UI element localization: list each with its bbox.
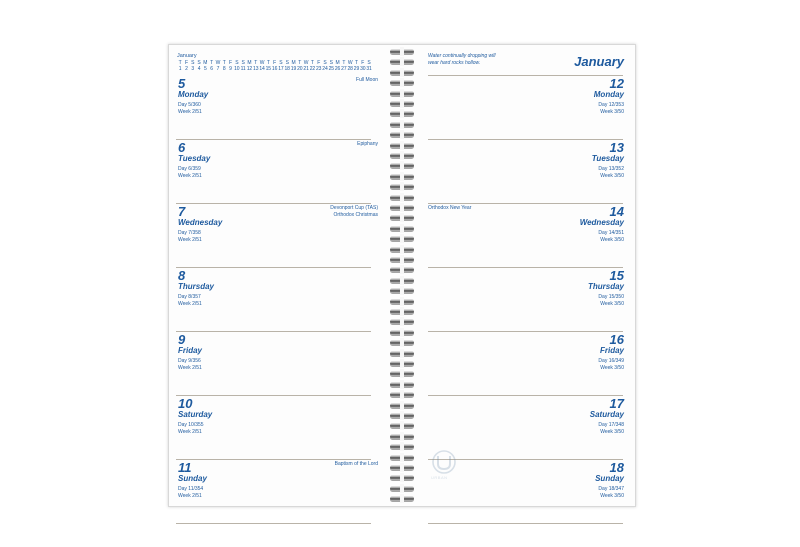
spiral-coil [390, 423, 414, 428]
day-info [598, 358, 624, 372]
spiral-coil [390, 236, 414, 241]
mini-calendar-date: 9 [229, 66, 232, 72]
spiral-coil [390, 70, 414, 75]
week-of-year: Week 3/50 [600, 365, 624, 371]
mini-calendar-weekday: F [317, 60, 321, 66]
quote [428, 53, 528, 66]
mini-calendar-date: 20 [297, 66, 303, 72]
mini-calendar-weekday: S [285, 60, 289, 66]
week-of-year: Week 2/51 [178, 365, 202, 371]
day-number: 17 [609, 396, 624, 411]
spiral-coil [390, 163, 414, 168]
mini-calendar-date: 2 [185, 66, 188, 72]
mini-calendar-weekday: T [298, 60, 302, 66]
mini-calendar-date: 28 [347, 66, 353, 72]
mini-calendar-date: 3 [191, 66, 195, 72]
mini-calendar-date: 29 [353, 66, 360, 72]
day-events [330, 205, 378, 218]
spiral-binding [390, 45, 414, 506]
day-of-year: Day 15/350 [598, 294, 624, 300]
day-block [169, 267, 391, 331]
mini-calendar-weekday: T [222, 60, 226, 66]
day-info [598, 102, 624, 116]
day-of-year: Day 6/359 [178, 166, 201, 172]
day-info [598, 486, 624, 500]
day-number: 14 [609, 204, 624, 219]
day-name: Friday [599, 346, 624, 355]
mini-calendar-date: 10 [234, 66, 240, 72]
mini-calendar-date: 27 [341, 66, 347, 72]
day-block [169, 75, 391, 139]
mini-calendar-weekday: W [347, 60, 353, 66]
day-name: Friday [178, 346, 203, 355]
day-name: Saturday [589, 410, 624, 419]
day-rule [428, 523, 623, 524]
spiral-coil [390, 319, 414, 324]
week-of-year: Week 2/51 [178, 301, 202, 307]
day-info [178, 486, 203, 500]
week-of-year: Week 3/50 [600, 301, 624, 307]
day-rule [176, 523, 371, 524]
spiral-coil [390, 205, 414, 210]
mini-calendar-weekday: S [197, 60, 201, 66]
mini-calendar-date: 23 [315, 66, 322, 72]
mini-calendar-weekday: S [279, 60, 283, 66]
spiral-coil [390, 475, 414, 480]
spiral-coil [390, 111, 414, 116]
mini-calendar-weekday: T [342, 60, 346, 66]
mini-calendar-weekday: S [241, 60, 245, 66]
spiral-coil [390, 496, 414, 501]
mini-calendar-date: 24 [322, 66, 328, 72]
mini-calendar-weekday: T [254, 60, 258, 66]
day-number: 15 [609, 268, 624, 283]
day-block [413, 267, 635, 331]
day-name: Sunday [595, 474, 624, 483]
day-of-year: Day 14/351 [598, 230, 624, 236]
day-number: 18 [609, 460, 624, 475]
spiral-coil [390, 340, 414, 345]
week-of-year: Week 3/50 [600, 429, 624, 435]
logo-text: URBAN [431, 475, 448, 480]
event-label: Full Moon [356, 77, 378, 83]
mini-calendar-weekday: W [215, 60, 221, 66]
month-title: January [574, 54, 624, 69]
day-number: 11 [178, 460, 192, 475]
mini-calendar-date: 17 [278, 66, 284, 72]
day-events [357, 141, 378, 148]
event-label: Baptism of the Lord [334, 461, 378, 467]
spiral-coil [390, 392, 414, 397]
mini-calendar-weekday: T [210, 60, 214, 66]
day-of-year: Day 10/355 [178, 422, 204, 428]
spiral-coil [390, 184, 414, 189]
event-label: Orthodox Christmas [333, 211, 378, 218]
mini-calendar-date: 7 [216, 66, 220, 72]
day-name: Tuesday [178, 154, 211, 163]
mini-calendar-weekday: S [191, 60, 195, 66]
spiral-coil [390, 288, 414, 293]
day-info [598, 294, 624, 308]
quote-line-1: Water continually dropping will [428, 53, 496, 59]
spiral-coil [390, 382, 414, 387]
mini-calendar-date: 5 [203, 66, 207, 72]
week-of-year: Week 2/51 [178, 173, 202, 179]
mini-calendar-date: 30 [360, 66, 366, 72]
spiral-coil [390, 371, 414, 376]
brand-logo-icon [427, 449, 461, 483]
day-of-year: Day 5/360 [178, 102, 201, 108]
mini-calendar-date: 1 [178, 66, 182, 72]
mini-calendar-date: 4 [197, 66, 201, 72]
day-name: Thursday [178, 282, 215, 291]
day-number: 16 [609, 332, 624, 347]
mini-calendar-date: 18 [284, 66, 290, 72]
mini-calendar-date: 21 [303, 66, 309, 72]
mini-calendar [177, 53, 377, 72]
mini-calendar-date: 19 [290, 66, 297, 72]
day-info [178, 294, 202, 308]
mini-calendar-weekday: T [266, 60, 270, 66]
day-name: Tuesday [591, 154, 624, 163]
day-of-year: Day 17/348 [598, 422, 624, 428]
day-block [169, 331, 391, 395]
mini-calendar-weekday: S [235, 60, 239, 66]
day-of-year: Day 11/354 [178, 486, 204, 492]
day-number: 12 [609, 76, 624, 91]
mini-calendar-date: 16 [271, 66, 278, 72]
day-of-year: Day 12/353 [598, 102, 624, 108]
day-name: Sunday [178, 474, 207, 483]
week-of-year: Week 2/51 [178, 429, 202, 435]
spiral-coil [390, 455, 414, 460]
left-page [169, 45, 391, 506]
mini-calendar-weekday: S [367, 60, 371, 66]
day-name: Wednesday [579, 218, 624, 227]
mini-calendar-weekday: T [310, 60, 314, 66]
day-number: 9 [178, 332, 186, 347]
day-info [598, 230, 624, 244]
day-info [598, 166, 624, 180]
mini-calendar-date: 31 [366, 66, 372, 72]
day-name: Saturday [178, 410, 213, 419]
mini-calendar-date: 13 [253, 66, 259, 72]
event-label: Orthodox New Year [428, 205, 472, 211]
mini-calendar-date: 26 [334, 66, 341, 72]
day-number: 10 [178, 396, 193, 411]
day-of-year: Day 13/352 [598, 166, 624, 172]
mini-calendar-weekday: S [323, 60, 327, 66]
day-name: Wednesday [178, 218, 223, 227]
day-block [413, 75, 635, 139]
week-of-year: Week 3/50 [600, 109, 624, 115]
mini-calendar-weekday: S [329, 60, 333, 66]
mini-calendar-weekday: W [303, 60, 309, 66]
mini-calendar-dates [177, 66, 377, 72]
spiral-coil [390, 361, 414, 366]
day-block [413, 139, 635, 203]
right-page [413, 45, 635, 506]
day-block [169, 203, 391, 267]
day-of-year: Day 8/357 [178, 294, 201, 300]
day-info [598, 422, 624, 436]
spiral-coil [390, 267, 414, 272]
mini-calendar-weekday: F [229, 60, 232, 66]
day-number: 6 [178, 140, 186, 155]
week-of-year: Week 2/51 [178, 493, 202, 499]
spiral-coil [390, 309, 414, 314]
mini-calendar-date: 15 [265, 66, 271, 72]
day-name: Monday [593, 90, 624, 99]
spiral-coil [390, 132, 414, 137]
mini-calendar-weekday: F [184, 60, 188, 66]
mini-calendar-weekday: T [178, 60, 182, 66]
spiral-coil [390, 299, 414, 304]
spiral-coil [390, 486, 414, 491]
spiral-coil [390, 278, 414, 283]
mini-calendar-month: January [177, 53, 197, 59]
week-of-year: Week 3/50 [600, 173, 624, 179]
day-block [169, 459, 391, 523]
day-info [178, 166, 202, 180]
day-block [413, 331, 635, 395]
spiral-coil [390, 143, 414, 148]
day-of-year: Day 9/356 [178, 358, 201, 364]
mini-calendar-date: 22 [309, 66, 316, 72]
mini-calendar-date: 8 [222, 66, 226, 72]
spiral-coil [390, 413, 414, 418]
spiral-coil [390, 215, 414, 220]
day-info [178, 230, 202, 244]
day-events [356, 77, 378, 84]
spiral-coil [390, 330, 414, 335]
spiral-coil [390, 351, 414, 356]
spiral-coil [390, 465, 414, 470]
event-label: Devonport Cup (TAS) [330, 205, 378, 211]
mini-calendar-weekday: M [247, 60, 252, 66]
mini-calendar-weekday: F [273, 60, 277, 66]
mini-calendar-weekday: W [259, 60, 265, 66]
day-block [413, 203, 635, 267]
spiral-coil [390, 59, 414, 64]
spiral-coil [390, 257, 414, 262]
day-of-year: Day 7/358 [178, 230, 201, 236]
spiral-coil [390, 195, 414, 200]
day-number: 13 [609, 140, 624, 155]
mini-calendar-date: 11 [240, 66, 246, 72]
spiral-coil [390, 444, 414, 449]
day-info [178, 422, 204, 436]
day-name: Thursday [587, 282, 624, 291]
spiral-coil [390, 101, 414, 106]
spiral-coil [390, 403, 414, 408]
mini-calendar-weekday: F [361, 60, 365, 66]
mini-calendar-weekday: M [203, 60, 208, 66]
day-events [428, 205, 471, 212]
mini-calendar-weekday: M [335, 60, 340, 66]
day-number: 5 [178, 76, 186, 91]
day-name: Monday [178, 90, 209, 99]
spiral-coil [390, 80, 414, 85]
spiral-coil [390, 153, 414, 158]
spiral-coil [390, 122, 414, 127]
mini-calendar-date: 14 [259, 66, 265, 72]
day-number: 8 [178, 268, 186, 283]
diary-spread [168, 44, 636, 507]
spiral-coil [390, 226, 414, 231]
day-of-year: Day 18/347 [598, 486, 624, 492]
day-of-year: Day 16/349 [598, 358, 624, 364]
spiral-coil [390, 91, 414, 96]
mini-calendar-weekday: M [291, 60, 296, 66]
quote-line-2: wear hard rocks hollow. [428, 59, 481, 66]
mini-calendar-date: 6 [210, 66, 213, 72]
week-of-year: Week 2/51 [178, 109, 202, 115]
week-of-year: Week 3/50 [600, 237, 624, 243]
day-info [178, 358, 202, 372]
day-block [169, 395, 391, 459]
mini-calendar-date: 25 [328, 66, 334, 72]
week-of-year: Week 3/50 [600, 493, 624, 499]
spiral-coil [390, 247, 414, 252]
spiral-coil [390, 434, 414, 439]
day-info [178, 102, 202, 116]
spiral-coil [390, 49, 414, 54]
week-of-year: Week 2/51 [178, 237, 202, 243]
day-block [169, 139, 391, 203]
event-label: Epiphany [357, 141, 378, 147]
day-events [335, 461, 378, 468]
mini-calendar-date: 12 [246, 66, 253, 72]
spiral-coil [390, 174, 414, 179]
day-number: 7 [178, 204, 186, 219]
mini-calendar-weekday: T [354, 60, 358, 66]
